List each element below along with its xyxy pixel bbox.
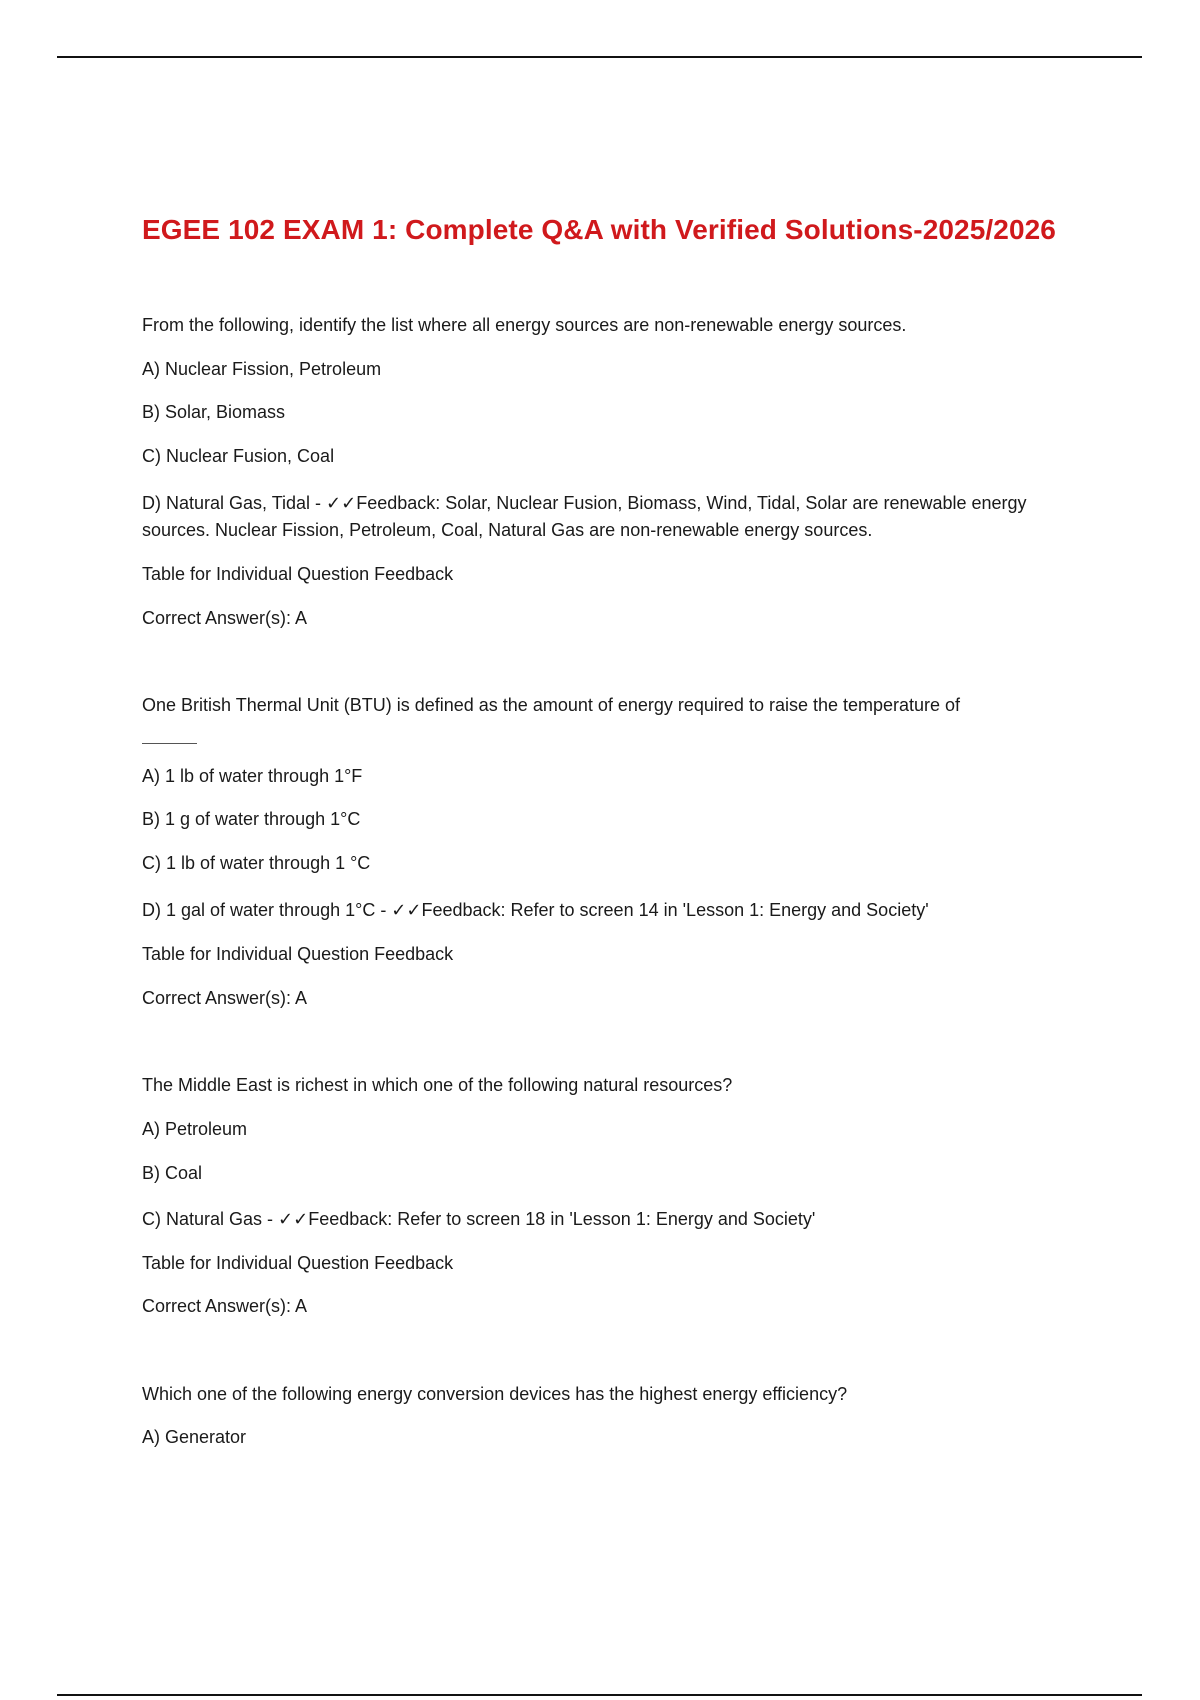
question-1-table-label: Table for Individual Question Feedback [142,564,454,584]
question-2-table-label: Table for Individual Question Feedback [142,944,454,964]
question-1-option-a: A) Nuclear Fission, Petroleum [142,359,382,379]
question-3-option-b: B) Coal [142,1163,203,1183]
question-4-prompt: Which one of the following energy conversion devices has the highest energy efficiency? [142,1384,848,1404]
question-2-correct-answer: Correct Answer(s): A [142,988,308,1008]
question-3-option-a: A) Petroleum [142,1119,248,1139]
question-1-option-d: D) Natural Gas, Tidal - ✓✓Feedback: Solar, Nuclear Fusion, Biomass, Wind, Tidal, Solar are renewable energy sources. Nuclear Fission, Petroleum, Coal, Natural Gas are non-renewable energy sources. [142,493,1027,540]
question-2-option-c: C) 1 lb of water through 1 °C [142,853,371,873]
question-3-option-c: C) Natural Gas - ✓✓Feedback: Refer to screen 18 in 'Lesson 1: Energy and Society' [142,1209,816,1229]
question-1-option-b: B) Solar, Biomass [142,402,286,422]
question-4-option-a: A) Generator [142,1427,247,1447]
question-3-prompt: The Middle East is richest in which one of the following natural resources? [142,1075,733,1095]
question-2-option-b: B) 1 g of water through 1°C [142,809,361,829]
question-1-option-c: C) Nuclear Fusion, Coal [142,446,335,466]
document-title: EGEE 102 EXAM 1: Complete Q&A with Verified Solutions-2025/2026 [142,214,1056,245]
question-3-table-label: Table for Individual Question Feedback [142,1253,454,1273]
question-1-correct-answer: Correct Answer(s): A [142,608,308,628]
bottom-rule [57,1694,1142,1696]
question-3-correct-answer: Correct Answer(s): A [142,1296,308,1316]
question-2-option-d: D) 1 gal of water through 1°C - ✓✓Feedback: Refer to screen 14 in 'Lesson 1: Energy and Society' [142,900,929,920]
question-1-prompt: From the following, identify the list where all energy sources are non-renewable energy sources. [142,315,907,335]
question-2-prompt: One British Thermal Unit (BTU) is defined as the amount of energy required to raise the temperature of [142,695,961,715]
question-2-blank [142,743,197,744]
question-2-option-a: A) 1 lb of water through 1°F [142,766,363,786]
top-rule [57,56,1142,58]
